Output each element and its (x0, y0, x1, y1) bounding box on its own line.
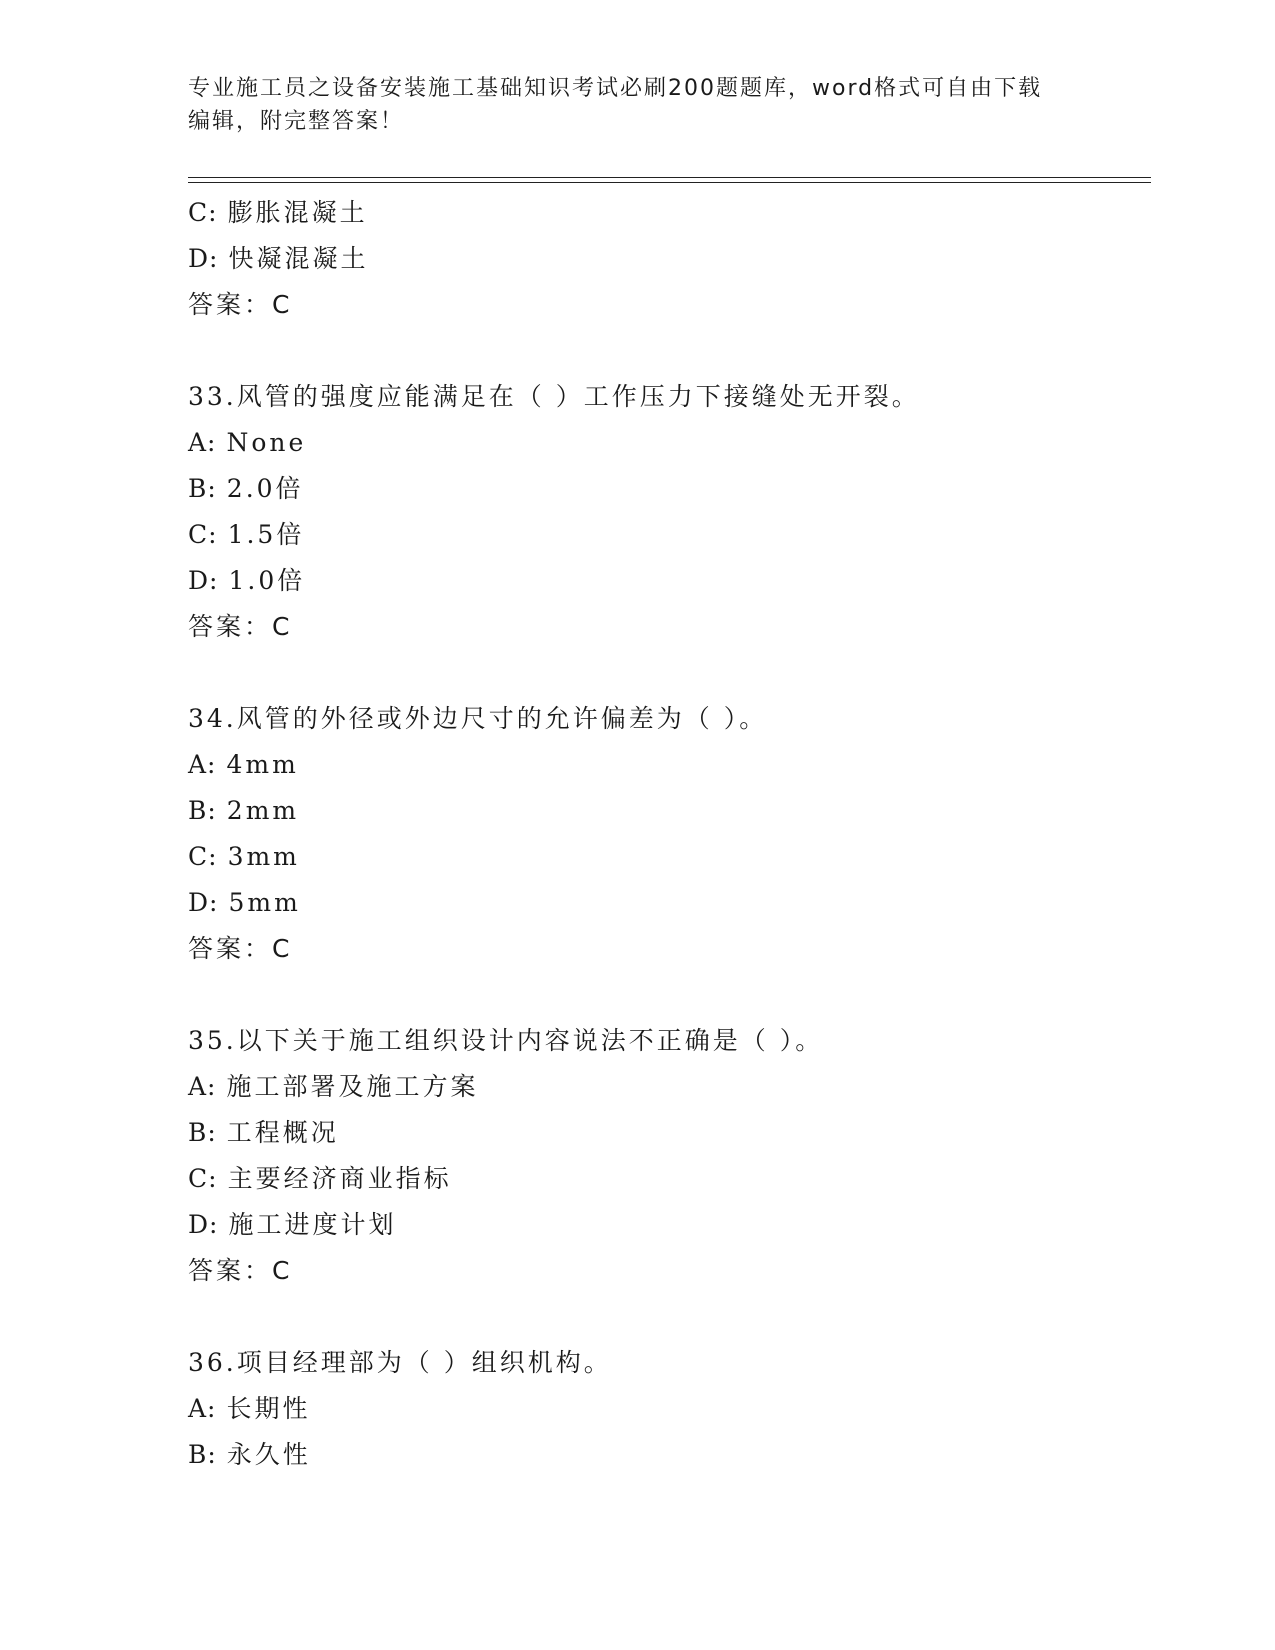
option-prefix: B: (188, 1118, 217, 1147)
option-text: 长期性 (226, 1394, 311, 1423)
document-header (188, 72, 1088, 138)
option-item (188, 1064, 1148, 1110)
answer-line: 答案：C (188, 934, 293, 963)
option-item (188, 1156, 1148, 1202)
option-text: 快凝混凝土 (228, 244, 369, 273)
option-prefix: D: (188, 244, 219, 273)
spacer (188, 972, 1148, 1018)
option-item (188, 788, 1148, 834)
question-list (188, 190, 1148, 1478)
option-prefix: C: (188, 842, 218, 871)
header-divider-top (188, 177, 1151, 178)
option-text: 3mm (227, 842, 300, 871)
option-text: 2.0倍 (226, 474, 304, 503)
option-prefix: B: (188, 1440, 217, 1469)
option-prefix: C: (188, 520, 218, 549)
option-prefix: C: (188, 198, 218, 227)
option-item (188, 512, 1148, 558)
option-item (188, 1202, 1148, 1248)
option-prefix: C: (188, 1164, 218, 1193)
spacer (188, 1294, 1148, 1340)
question-stem: 33.风管的强度应能满足在（ ）工作压力下接缝处无开裂。 (188, 382, 920, 411)
option-item (188, 1386, 1148, 1432)
header-line-1: 专业施工员之设备安装施工基础知识考试必刷200题题库，word格式可自由下载 (188, 76, 1043, 101)
question-stem: 34.风管的外径或外边尺寸的允许偏差为（ ）。 (188, 704, 768, 733)
option-text: 施工进度计划 (228, 1210, 397, 1239)
option-item (188, 420, 1148, 466)
option-prefix: D: (188, 1210, 219, 1239)
header-divider-bottom (188, 182, 1151, 183)
option-text: 主要经济商业指标 (227, 1164, 452, 1193)
option-text: 施工部署及施工方案 (226, 1072, 479, 1101)
option-text: 膨胀混凝土 (227, 198, 368, 227)
answer-line: 答案：C (188, 612, 293, 641)
option-text: 2mm (226, 796, 300, 825)
option-text: 工程概况 (226, 1118, 339, 1147)
option-text: 1.0倍 (228, 566, 306, 595)
option-prefix: B: (188, 474, 217, 503)
option-item (188, 190, 1148, 236)
option-prefix: A: (188, 1072, 217, 1101)
option-text: 永久性 (226, 1440, 311, 1469)
option-item (188, 1432, 1148, 1478)
option-text: 1.5倍 (227, 520, 305, 549)
option-item (188, 1110, 1148, 1156)
option-text: 4mm (226, 750, 299, 779)
option-text: None (226, 428, 307, 457)
option-item (188, 466, 1148, 512)
answer-line: 答案：C (188, 1256, 293, 1285)
spacer (188, 650, 1148, 696)
option-item (188, 558, 1148, 604)
option-prefix: D: (188, 566, 219, 595)
answer-line: 答案：C (188, 290, 293, 319)
spacer (188, 328, 1148, 374)
option-prefix: A: (188, 750, 217, 779)
option-text: 5mm (228, 888, 301, 917)
option-prefix: B: (188, 796, 217, 825)
question-stem: 35.以下关于施工组织设计内容说法不正确是（ ）。 (188, 1026, 824, 1055)
option-prefix: D: (188, 888, 219, 917)
option-item (188, 880, 1148, 926)
option-prefix: A: (188, 428, 217, 457)
question-stem: 36.项目经理部为（ ）组织机构。 (188, 1348, 612, 1377)
option-item (188, 834, 1148, 880)
option-prefix: A: (188, 1394, 217, 1423)
header-line-2: 编辑，附完整答案！ (188, 109, 405, 134)
option-item (188, 236, 1148, 282)
option-item (188, 742, 1148, 788)
